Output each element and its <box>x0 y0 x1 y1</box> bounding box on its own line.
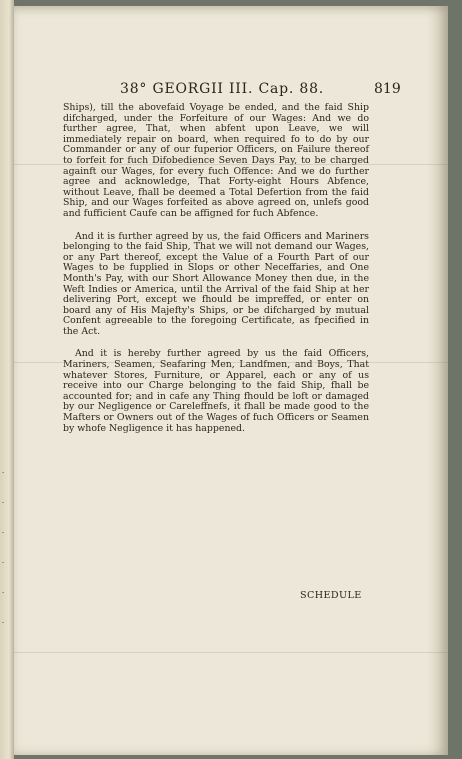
page-header <box>14 81 448 103</box>
edge-fragment: · <box>2 499 5 507</box>
edge-fragment: · <box>2 559 5 567</box>
edge-fragment: · <box>2 529 5 537</box>
running-head: 38° GEORGII III. Cap. 88. <box>120 81 325 97</box>
adjacent-page-edge <box>0 0 14 759</box>
body-text <box>63 103 369 446</box>
edge-fragment: · <box>2 469 5 477</box>
paragraph: Ships), till the abovefaid Voyage be ended, and the faid Ship difcharged, under the Forfeiture of our Wages: And we do further agree, That, when abfent upon Leave, we will immediately repair on board, when required fo to do by our Commander or any of our fuperior Officers, on Failure thereof to forfeit for fuch Difobedience Seven Days Pay, to be charged againft our Wages, for every fuch Offence: And we do further agree and acknowledge, That Forty-eight Hours Abfence, without Leave, fhall be deemed a Total Defertion from the faid Ship, and our Wages forfeited as above agreed on, unlefs good and fufficient Caufe can be affigned for fuch Abfence. <box>63 102 369 219</box>
catchword: SCHEDULE <box>300 590 362 601</box>
paragraph: And it is hereby further agreed by us the faid Officers, Mariners, Seamen, Seafaring Men, Landfmen, and Boys, That whatever Stores, Furniture, or Apparel, each or any of us receive into our Charge belonging to the faid Ship, fhall be accounted for; and in cafe any Thing fhould be loft or damaged by our Negligence or Careleffnefs, it fhall be made good to the Mafters or Owners out of the Wages of fuch Officers or Seamen by whofe Negligence it has happened. <box>63 348 369 434</box>
edge-fragment: · <box>2 619 5 627</box>
page-number: 819 <box>374 81 401 97</box>
document-page <box>14 6 448 755</box>
paragraph: And it is further agreed by us, the faid Officers and Mariners belonging to the faid Ship, That we will not demand our Wages, or any Part thereof, except the Value of a Fourth Part of our Wages to be fupplied in Slops or other Neceffaries, and One Month's Pay, with our Short Allowance Money then due, in the Weft Indies or America, until the Arrival of the faid Ship at her delivering Port, except we fhould be impreffed, or enter on board any of His Majefty's Ships, or be difcharged by mutual Confent agreeable to the foregoing Certificate, as fpecified in the Act. <box>63 230 369 337</box>
edge-fragment: · <box>2 589 5 597</box>
page-crease <box>14 652 448 653</box>
